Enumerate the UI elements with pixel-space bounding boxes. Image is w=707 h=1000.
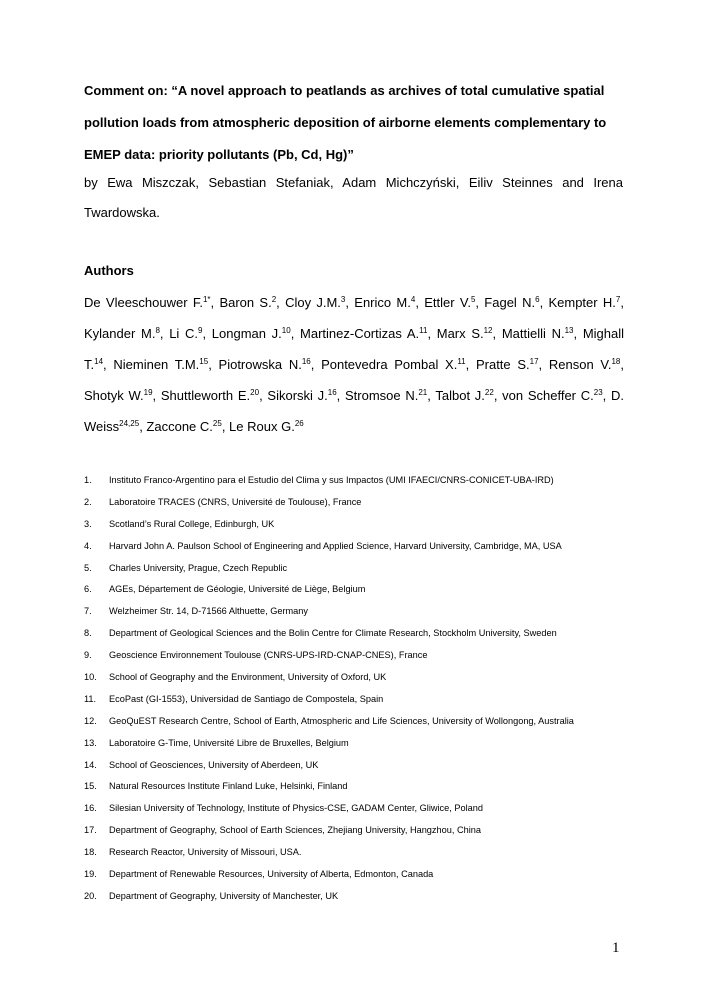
author-affiliation-marker: 10 [281, 326, 291, 335]
affiliation-item [84, 842, 574, 864]
author-affiliation-marker: 9 [198, 326, 203, 335]
affiliation-item [84, 689, 574, 711]
affiliation-number: 4. [84, 540, 92, 551]
affiliation-text: Research Reactor, University of Missouri, USA. [109, 847, 302, 858]
affiliation-number: 5. [84, 562, 92, 573]
author-name: Nieminen T.M. [113, 357, 200, 372]
affiliation-item [84, 886, 574, 908]
affiliation-text: Laboratoire TRACES (CNRS, Université de Toulouse), France [109, 496, 362, 507]
author-name: Le Roux G. [229, 419, 295, 434]
affiliation-item [84, 733, 574, 755]
author-name: Stromsoe N. [345, 388, 419, 403]
author [435, 388, 493, 403]
author [285, 295, 345, 310]
affiliation-item [84, 820, 574, 842]
affiliation-text: GeoQuEST Research Centre, School of Earth, Atmospheric and Life Sciences, University of Wollongong, Australia [109, 715, 574, 726]
author-name: Shotyk W. [84, 388, 144, 403]
affiliation-number: 20. [84, 890, 97, 901]
affiliation-number: 12. [84, 715, 97, 726]
author-name: Pratte S. [475, 357, 530, 372]
author-name: Kempter H. [548, 295, 616, 310]
author [84, 326, 160, 341]
affiliation-number: 19. [84, 869, 97, 880]
paper-title: Comment on: “A novel approach to peatlands as archives of total cumulative spatial pollution loads from atmospheric deposition of airborne elements complementary to EMEP data: priority pollutants (Pb, Cd, Hg)” [84, 83, 607, 162]
affiliation-text: Geoscience Environnement Toulouse (CNRS-UPS-IRD-CNAP-CNES), France [109, 650, 428, 661]
page-number: 1 [612, 940, 620, 956]
affiliation-text: AGEs, Département de Géologie, Université de Liège, Belgium [109, 584, 366, 595]
affiliation-number: 13. [84, 737, 97, 748]
author [345, 388, 427, 403]
authors-list: De Vleeschouwer F.$^{1*}$, Baron S.$^2$, Cloy J.M.$^3$, Enrico M.$^4$, Ettler V.$^5$, Fagel N.$^6$, Kempter H.$^7$, Kylander M.$^8$, Li C.$^9$, Longman J.$^{10}$, Martinez-Cortizas A.$^{11}$, Marx S.$^{12}$, Mattielli N.$^{13}$, Mighall T.$^{14}$, Nieminen T.M.$^{15}$, Piotrowska N.$^{16}$, Pontevedra Pombal X.$^{11}$, Pratte S.$^{17}$, Renson V.$^{18}$, Shotyk W.$^{19}$, Shuttleworth E.$^{20}$, Sikorski J.$^{16}$, Stromsoe N.$^{21}$, Talbot J.$^{22}$, von Scheffer C.$^{23}$, D. Weiss$^{24,25}$, Zaccone C.$^{25}$, Le Roux G.$^{26}$ [84, 295, 625, 434]
author-affiliation-marker: 8 [155, 326, 160, 335]
affiliation-text: School of Geography and the Environment, University of Oxford, UK [109, 672, 387, 683]
author-affiliation-marker: 16 [301, 357, 311, 366]
affiliation-number: 6. [84, 584, 92, 595]
affiliation-text: Department of Geography, School of Earth Sciences, Zhejiang University, Hangzhou, China [109, 825, 481, 836]
affiliation-item [84, 864, 574, 886]
author [549, 357, 621, 372]
author-affiliation-marker: 18 [611, 357, 621, 366]
author [548, 295, 620, 310]
affiliation-number: 14. [84, 759, 97, 770]
author [146, 419, 221, 434]
author-name: Sikorski J. [267, 388, 328, 403]
author [267, 388, 336, 403]
affiliation-number: 9. [84, 650, 92, 661]
author [229, 419, 304, 434]
author-name: Fagel N. [484, 295, 536, 310]
author-affiliation-marker: 15 [199, 357, 209, 366]
author-name: D. Weiss [84, 388, 624, 434]
affiliation-text: School of Geosciences, University of Aberdeen, UK [109, 759, 319, 770]
author-affiliation-marker: 19 [143, 388, 153, 397]
affiliation-item [84, 601, 574, 623]
author [113, 357, 208, 372]
author [321, 357, 466, 372]
author [169, 326, 202, 341]
affiliation-item [84, 514, 574, 536]
author-affiliation-marker: 11 [457, 357, 466, 366]
author-affiliation-marker: 5 [470, 295, 476, 304]
affiliation-text: Department of Geological Sciences and the Bolin Centre for Climate Research, Stockholm University, Sweden [109, 628, 557, 639]
affiliation-text: Laboratoire G-Time, Université Libre de Bruxelles, Belgium [109, 737, 349, 748]
author-affiliation-marker: 26 [294, 419, 304, 428]
author-affiliation-marker: 12 [483, 326, 493, 335]
affiliation-number: 11. [84, 693, 97, 704]
author [502, 388, 603, 403]
affiliation-item [84, 579, 574, 601]
author-name: De Vleeschouwer F. [84, 295, 203, 310]
author-name: Li C. [169, 326, 199, 341]
affiliation-number: 3. [84, 518, 92, 529]
affiliation-number: 16. [84, 803, 97, 814]
affiliation-number: 1. [84, 475, 92, 485]
author-name: Piotrowska N. [218, 357, 302, 372]
affiliation-number: 10. [84, 672, 97, 683]
author [212, 326, 291, 341]
author-name: Cloy J.M. [285, 295, 341, 310]
author-affiliation-marker: 4 [410, 295, 416, 304]
author [502, 326, 574, 341]
author [484, 295, 539, 310]
affiliation-item [84, 623, 574, 645]
affiliation-item [84, 558, 574, 580]
author-affiliation-marker: 14 [94, 357, 104, 366]
author-affiliation-marker: 17 [529, 357, 539, 366]
affiliation-number: 2. [84, 496, 92, 507]
affiliation-item [84, 492, 574, 514]
affiliation-item [84, 798, 574, 820]
author [219, 357, 311, 372]
author-affiliation-marker: 13 [564, 326, 574, 335]
author [424, 295, 475, 310]
author [219, 295, 276, 310]
author-name: Renson V. [548, 357, 612, 372]
author-name: Longman J. [211, 326, 282, 341]
author-name: Kylander M. [84, 326, 156, 341]
author-affiliation-marker: 23 [593, 388, 603, 397]
affiliation-number: 8. [84, 628, 92, 639]
affiliation-text: EcoPast (GI-1553), Universidad de Santiago de Compostela, Spain [109, 693, 384, 704]
author-name: Mattielli N. [501, 326, 565, 341]
commented-authors-byline: by Ewa Miszczak, Sebastian Stefaniak, Adam Michczyński, Eiliv Steinnes and Irena Twardowska. [84, 175, 623, 220]
affiliation-text: Silesian University of Technology, Institute of Physics-CSE, GADAM Center, Gliwice, Poland [109, 803, 483, 814]
affiliation-text: Department of Renewable Resources, University of Alberta, Edmonton, Canada [109, 869, 434, 880]
affiliation-text: Department of Geography, University of Manchester, UK [109, 890, 339, 901]
author-name: Baron S. [219, 295, 272, 310]
author-affiliation-marker: 1* [202, 295, 211, 304]
affiliation-text: Welzheimer Str. 14, D-71566 Althuette, Germany [109, 606, 308, 617]
author [476, 357, 539, 372]
author-name: Enrico M. [354, 295, 411, 310]
affiliation-text: Charles University, Prague, Czech Republic [109, 562, 288, 573]
author-name: Shuttleworth E. [160, 388, 251, 403]
author-affiliation-marker: 24,25 [119, 419, 140, 428]
author-affiliation-marker: 21 [418, 388, 428, 397]
affiliation-text: Instituto Franco-Argentino para el Estudio del Clima y sus Impactos (UMI IFAECI/CNRS-CONICET-UBA-IRD) [109, 475, 554, 485]
affiliation-number: 15. [84, 781, 97, 792]
author [354, 295, 415, 310]
affiliation-text: Harvard John A. Paulson School of Engineering and Applied Science, Harvard University, Cambridge, MA, USA [109, 540, 562, 551]
author-name: Marx S. [436, 326, 484, 341]
author-name: Ettler V. [424, 295, 471, 310]
affiliation-number: 17. [84, 825, 97, 836]
author-affiliation-marker: 2 [271, 295, 277, 304]
author-affiliation-marker: 20 [250, 388, 260, 397]
affiliation-item [84, 536, 574, 558]
affiliation-text: Scotland’s Rural College, Edinburgh, UK [109, 518, 275, 529]
author-name: von Scheffer C. [502, 388, 594, 403]
affiliation-text: Natural Resources Institute Finland Luke, Helsinki, Finland [109, 781, 348, 792]
author-affiliation-marker: 3 [340, 295, 346, 304]
affiliation-number: 18. [84, 847, 97, 858]
affiliation-item [84, 667, 574, 689]
author-affiliation-marker: 25 [212, 419, 222, 428]
authors-heading: Authors [84, 263, 134, 278]
author [437, 326, 493, 341]
affiliation-item [84, 645, 574, 667]
affiliation-number: 7. [84, 606, 92, 617]
author-affiliation-marker: 22 [484, 388, 494, 397]
affiliation-item [84, 711, 574, 733]
author-affiliation-marker: 6 [535, 295, 540, 304]
author-name: Mighall T. [84, 326, 624, 372]
author-affiliation-marker: 7 [615, 295, 621, 304]
author [161, 388, 259, 403]
author-affiliation-marker: 16 [327, 388, 337, 397]
affiliation-item [84, 755, 574, 777]
author-affiliation-marker: 11 [419, 326, 428, 335]
affiliation-item [84, 776, 574, 798]
author [300, 326, 427, 341]
affiliations-list [84, 470, 574, 908]
author [84, 295, 211, 310]
author-name: Talbot J. [435, 388, 485, 403]
author-name: Zaccone C. [146, 419, 213, 434]
author [84, 388, 153, 403]
author-name: Pontevedra Pombal X. [321, 357, 458, 372]
affiliation-item [84, 470, 574, 492]
author-name: Martinez-Cortizas A. [300, 326, 420, 341]
